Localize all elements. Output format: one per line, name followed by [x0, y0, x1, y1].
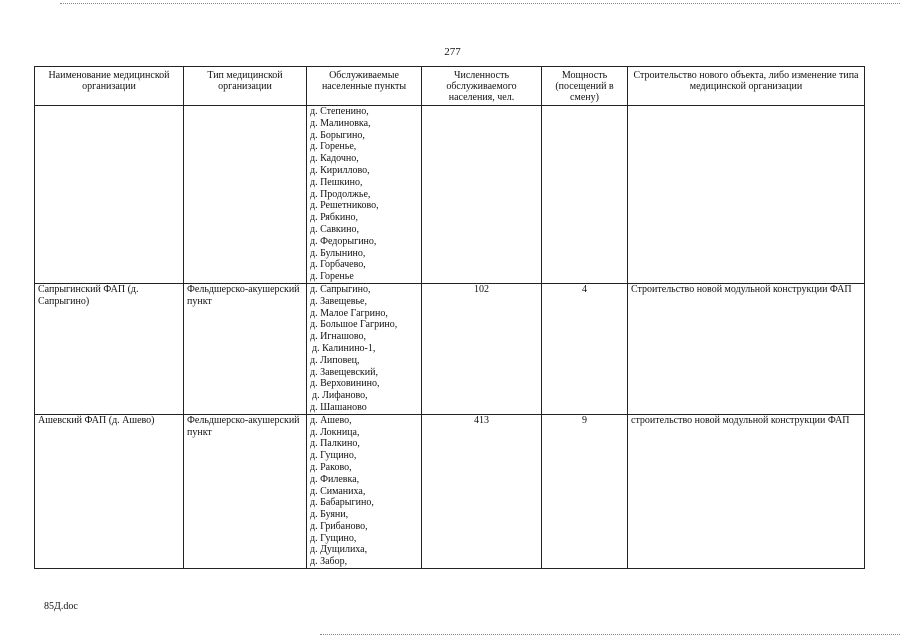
settlement-item: д. Булынино,: [310, 247, 366, 259]
header-org-type: Тип медицинской организации: [184, 67, 307, 106]
settlement-item: д. Малиновка,: [310, 117, 371, 129]
cell-construction: Строительство новой модульной конструкции ФАП: [628, 283, 865, 414]
scan-edge-bottom: [320, 634, 900, 635]
cell-settlements: [307, 414, 422, 568]
cell-construction: строительство новой модульной конструкции ФАП: [628, 414, 865, 568]
settlement-item: д. Завещевский,: [310, 366, 378, 378]
settlement-item: д. Кадочно,: [310, 153, 359, 165]
settlement-item: д. Игнашово,: [310, 331, 367, 343]
settlement-item: д. Федорыгино,: [310, 235, 377, 247]
cell-population: 413: [422, 414, 542, 568]
settlement-item: д. Дущилиха,: [310, 544, 368, 556]
settlement-item: д. Ашево,: [310, 414, 352, 426]
header-capacity: Мощность (посещений в смену): [542, 67, 628, 106]
settlement-item: д. Липовец,: [310, 354, 360, 366]
cell-org-name: Сапрыгинский ФАП (д. Сапрыгино): [35, 283, 184, 414]
cell-org-type: Фельдшерско-акушерский пункт: [184, 283, 307, 414]
cell-settlements: [307, 283, 422, 414]
cell-org-type: [184, 106, 307, 284]
settlement-item: д. Раково,: [310, 461, 352, 473]
settlement-item: д. Малое Гагрино,: [310, 307, 388, 319]
settlement-item: д. Кириллово,: [310, 164, 370, 176]
cell-capacity: 4: [542, 283, 628, 414]
cell-population: 102: [422, 283, 542, 414]
settlement-item: д. Большое Гагрино,: [310, 319, 398, 331]
settlement-item: д. Филевка,: [310, 473, 360, 485]
settlement-item: д. Горбачево,: [310, 259, 366, 271]
settlement-item: д. Лифаново,: [312, 390, 368, 402]
settlement-item: д. Шашаново: [310, 401, 367, 413]
settlement-item: д. Грибаново,: [310, 520, 368, 532]
settlement-item: д. Решетниково,: [310, 200, 379, 212]
cell-org-name: Ашевский ФАП (д. Ашево): [35, 414, 184, 568]
settlement-item: д. Симаниха,: [310, 485, 366, 497]
settlement-item: д. Продолжье,: [310, 188, 371, 200]
settlement-item: д. Рябкино,: [310, 212, 359, 224]
header-population: Численность обслуживаемого населения, чел.: [422, 67, 542, 106]
settlement-item: д. Горенье,: [310, 141, 357, 153]
cell-settlements: [307, 106, 422, 284]
settlement-item: д. Завещевье,: [310, 295, 367, 307]
settlement-item: д. Локница,: [310, 426, 360, 438]
footer-filename: 85Д.doc: [44, 601, 78, 612]
header-construction: Строительство нового объекта, либо изменение типа медицинской организации: [628, 67, 865, 106]
settlement-item: д. Гущино,: [310, 450, 357, 462]
settlement-item: д. Палкино,: [310, 438, 360, 450]
cell-construction: [628, 106, 865, 284]
cell-org-name: [35, 106, 184, 284]
settlement-item: д. Сапрыгино,: [310, 283, 371, 295]
cell-capacity: [542, 106, 628, 284]
settlement-item: д. Борыгино,: [310, 129, 365, 141]
settlement-item: д. Горенье: [310, 271, 354, 283]
settlement-item: д. Савкино,: [310, 223, 359, 235]
table-row: [35, 414, 865, 568]
header-org-name: Наименование медицинской организации: [35, 67, 184, 106]
table-body: [35, 106, 865, 569]
page-number: 277: [444, 46, 461, 58]
settlement-item: д. Калинино-1,: [312, 342, 376, 354]
cell-org-type: Фельдшерско-акушерский пункт: [184, 414, 307, 568]
facilities-table: [34, 66, 865, 569]
table-header: [35, 67, 865, 106]
cell-capacity: 9: [542, 414, 628, 568]
header-settlements: Обслуживаемые населенные пункты: [307, 67, 422, 106]
table-row: [35, 283, 865, 414]
settlement-item: д. Забор,: [310, 556, 348, 568]
table-row: [35, 106, 865, 284]
settlement-item: д. Верховинино,: [310, 378, 380, 390]
settlement-item: д. Буяни,: [310, 509, 349, 521]
cell-population: [422, 106, 542, 284]
scan-edge-top: [60, 3, 900, 4]
settlement-item: д. Степенино,: [310, 106, 369, 117]
settlement-item: д. Пешкино,: [310, 176, 363, 188]
settlement-item: д. Бабарыгино,: [310, 497, 374, 509]
settlement-item: д. Гущино,: [310, 532, 357, 544]
